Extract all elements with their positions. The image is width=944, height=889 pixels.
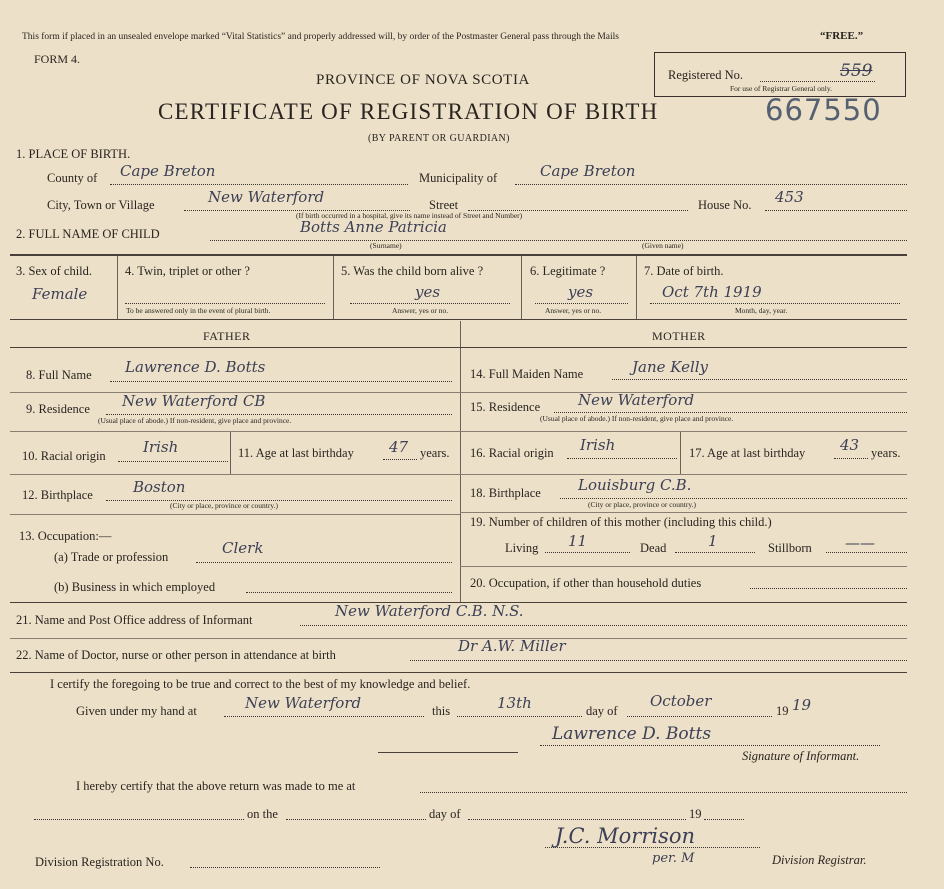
mother-birthplace-line [560,498,907,499]
street-label: Street [429,198,459,212]
mother-name-line [612,379,907,380]
day-value: 13th [497,694,532,712]
twin-line [125,303,325,304]
father-birthplace-note: (City or place, province or country.) [170,501,279,510]
mother-birthplace-label: 18. Birthplace [470,486,541,500]
house-number-value: 453 [775,188,804,206]
doctor-line [410,660,907,661]
living-line [545,552,630,553]
registrar-per: per. M [652,851,695,866]
on-the-label: on the [247,807,278,821]
father-birthplace-value: Boston [133,478,186,496]
row3-divider-1 [117,256,118,319]
mother-age-label: 17. Age at last birthday [689,446,806,460]
father-birthplace-label: 12. Birthplace [22,488,93,502]
stillborn-value: —— [845,534,875,552]
year-value: 19 [792,696,812,714]
registrar-signature-line [545,847,760,848]
registrar-signature: J.C. Morrison [555,824,696,848]
year-prefix: 19 [776,704,789,718]
mother-racial-label: 16. Racial origin [470,446,554,460]
father-years-label: years. [420,446,450,460]
informant-label: 21. Name and Post Office address of Informant [16,613,253,627]
father-residence-sep [10,431,460,432]
mother-racial-value: Irish [580,436,616,454]
informant-signature-caption: Signature of Informant. [742,749,860,763]
date-of-birth-label: 7. Date of birth. [644,264,724,278]
return-year-line [704,819,744,820]
father-residence-value: New Waterford CB [122,392,266,410]
informant-signature: Lawrence D. Botts [552,724,712,744]
mother-racial-line [567,458,677,459]
twin-label: 4. Twin, triplet or other ? [125,264,250,278]
return-place-line [420,792,907,793]
father-racial-label: 10. Racial origin [22,449,106,463]
registrar-use-note: For use of Registrar General only. [730,84,832,93]
dead-label: Dead [640,541,667,555]
month-line [627,716,772,717]
mother-birthplace-value: Louisburg C.B. [578,476,692,494]
legitimate-label: 6. Legitimate ? [530,264,606,278]
house-number-line [765,210,907,211]
mother-heading: MOTHER [652,329,706,343]
informant-signature-line [540,745,880,746]
day-of-label: day of [586,704,618,718]
given-place-value: New Waterford [245,694,362,712]
father-age-line [383,459,417,460]
living-label: Living [505,541,539,555]
mother-age-line [834,458,868,459]
certificate-title: CERTIFICATE OF REGISTRATION OF BIRTH [158,99,659,124]
blank-signature-line [378,752,518,753]
division-registration-label: Division Registration No. [35,855,164,869]
stillborn-label: Stillborn [768,541,812,555]
month-value: October [650,692,712,710]
municipality-label: Municipality of [419,171,498,185]
mother-residence-label: 15. Residence [470,400,541,414]
division-registration-line [190,867,380,868]
sex-label: 3. Sex of child. [16,264,93,278]
return-prefix-line [34,819,244,820]
mother-children-sep [460,566,907,567]
province-heading: PROVINCE OF NOVA SCOTIA [316,72,530,88]
mother-residence-note: (Usual place of abode.) If non-resident, give place and province. [540,414,734,423]
county-label: County of [47,171,98,185]
mother-name-label: 14. Full Maiden Name [470,367,584,381]
father-business-label: (b) Business in which employed [54,580,216,594]
mother-residence-sep [460,431,907,432]
division-registrar-caption: Division Registrar. [772,853,867,867]
mother-racial-sep [460,474,907,475]
this-label: this [432,704,451,718]
father-racial-line [118,461,228,462]
return-made-label: I hereby certify that the above return was made to me at [76,779,356,793]
given-place-line [224,716,424,717]
father-name-line [110,381,452,382]
father-residence-label: 9. Residence [26,402,90,416]
born-alive-value: yes [415,283,441,301]
legitimate-note: Answer, yes or no. [545,306,602,315]
surname-caption: (Surname) [370,241,402,250]
father-racial-divider [230,432,231,474]
child-name-value: Botts Anne Patricia [300,218,447,236]
father-birthplace-sep [10,514,460,515]
informant-value: New Waterford C.B. N.S. [335,602,524,620]
born-alive-note: Answer, yes or no. [392,306,449,315]
stamped-number: 667550 [765,93,882,127]
mother-residence-value: New Waterford [578,391,695,409]
row3-divider-4 [636,256,637,319]
registered-number-box [654,52,906,97]
born-alive-label: 5. Was the child born alive ? [341,264,484,278]
doctor-value: Dr A.W. Miller [458,637,566,655]
registrar-year-prefix: 19 [689,807,702,821]
born-alive-line [350,303,510,304]
return-month-line [468,819,686,820]
county-line [110,184,408,185]
mother-birthplace-sep [460,512,907,513]
living-value: 11 [568,532,588,550]
mother-racial-divider [680,432,681,474]
father-heading: FATHER [203,329,251,343]
mother-occupation-line [750,588,907,589]
registered-number-value: 559 [840,61,873,81]
father-birthplace-line [106,500,452,501]
twin-note: To be answered only in the event of plural birth. [126,306,271,315]
registered-number-label: Registered No. [668,68,743,82]
children-count-label: 19. Number of children of this mother (including this child.) [470,515,772,529]
city-label: City, Town or Village [47,198,155,212]
father-trade-value: Clerk [222,539,264,557]
father-name-label: 8. Full Name [26,368,92,382]
house-number-label: House No. [698,198,752,212]
father-name-value: Lawrence D. Botts [125,358,266,376]
father-trade-label: (a) Trade or profession [54,550,169,564]
row3-bottom-border [10,319,907,320]
father-residence-line [106,414,452,415]
registrar-day-of-label: day of [429,807,461,821]
date-of-birth-note: Month, day, year. [735,306,788,315]
municipality-value: Cape Breton [540,162,636,180]
row3-divider-2 [333,256,334,319]
mother-birthplace-note: (City or place, province or country.) [588,500,697,509]
city-value: New Waterford [208,188,325,206]
dead-line [675,552,755,553]
mother-age-value: 43 [840,436,860,454]
certify-statement: I certify the foregoing to be true and correct to the best of my knowledge and belief. [50,677,471,691]
mother-years-label: years. [871,446,901,460]
row3-divider-3 [521,256,522,319]
father-residence-note: (Usual place of abode.) If non-resident, give place and province. [98,416,292,425]
doctor-label: 22. Name of Doctor, nurse or other person in attendance at birth [16,648,336,662]
place-of-birth-label: 1. PLACE OF BIRTH. [16,147,131,161]
father-racial-value: Irish [143,438,179,456]
row3-top-border [10,254,907,256]
father-age-value: 47 [389,438,409,456]
parents-heading-border [10,347,907,348]
mother-occupation-label: 20. Occupation, if other than household duties [470,576,702,590]
mother-name-value: Jane Kelly [632,358,709,376]
father-age-label: 11. Age at last birthday [238,446,354,460]
mother-residence-line [554,412,907,413]
dead-value: 1 [708,532,718,550]
sex-value: Female [32,285,88,303]
father-occupation-label: 13. Occupation:— [19,529,112,543]
return-day-line [286,819,426,820]
father-trade-line [196,562,452,563]
municipality-line [515,184,907,185]
mail-notice: This form if placed in an unsealed envelope marked “Vital Statistics” and properly addressed will, by order of the Postmaster General pass through the Mails [22,32,619,42]
date-of-birth-value: Oct 7th 1919 [662,283,762,301]
registered-number-line [760,81,875,82]
stillborn-line [826,552,907,553]
informant-line [300,625,907,626]
county-value: Cape Breton [120,162,216,180]
free-label: “FREE.” [820,30,864,42]
day-line [457,716,582,717]
certificate-subtitle: (BY PARENT OR GUARDIAN) [368,133,510,144]
parents-divider [460,321,461,602]
child-name-line [210,240,907,241]
father-business-line [246,592,452,593]
child-name-label: 2. FULL NAME OF CHILD [16,227,160,241]
given-name-caption: (Given name) [642,241,684,250]
date-of-birth-line [650,303,900,304]
form-number: FORM 4. [34,52,81,66]
hospital-note: (If birth occurred in a hospital, give its name instead of Street and Number) [296,211,523,220]
given-under-hand-label: Given under my hand at [76,704,197,718]
father-racial-sep [10,474,460,475]
doctor-sep [10,672,907,673]
legitimate-value: yes [568,283,594,301]
legitimate-line [535,303,628,304]
